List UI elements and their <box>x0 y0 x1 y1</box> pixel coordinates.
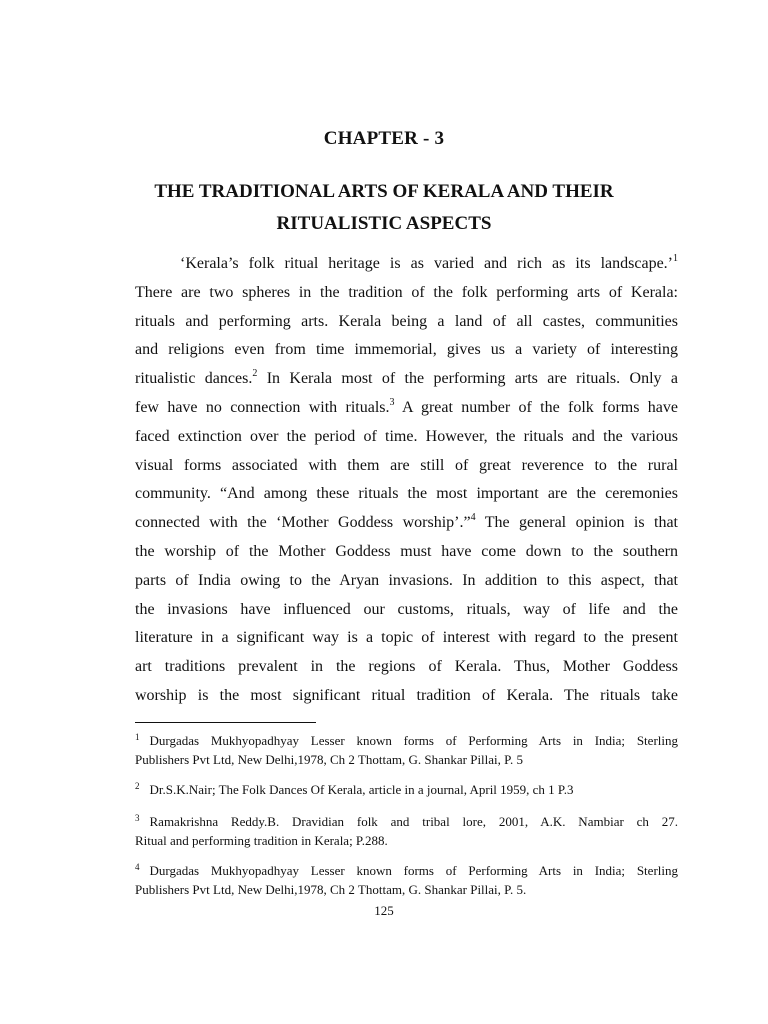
page-number: 125 <box>374 903 394 918</box>
body-line: parts of India owing to the Aryan invasions. In addition to this aspect, that <box>135 571 678 589</box>
body-line <box>135 509 678 538</box>
body-line <box>135 250 678 279</box>
footnote-1 <box>135 732 678 768</box>
body-line <box>135 394 678 423</box>
footnote-text: Dr.S.K.Nair; The Folk Dances Of Kerala, article in a journal, April 1959, ch 1 P.3 <box>149 782 574 797</box>
footnote-line: Ritual and performing tradition in Kerala; P.288. <box>135 833 388 848</box>
chapter-heading: CHAPTER - 3 <box>323 128 445 149</box>
footnote-ref: 3 <box>389 396 395 408</box>
chapter-title-line: THE TRADITIONAL ARTS OF KERALA AND THEIR <box>154 181 614 202</box>
body-line: worship is the most significant ritual tradition of Kerala. The rituals take <box>135 686 678 704</box>
footnote-2 <box>135 781 678 800</box>
body-line: the worship of the Mother Goddess must have come down to the southern <box>135 542 678 560</box>
body-line: and religions even from time immemorial, gives us a variety of interesting <box>135 341 678 359</box>
footnote-number: 2 <box>135 781 140 791</box>
chapter-title-line: RITUALISTIC ASPECTS <box>276 213 492 234</box>
body-text <box>135 250 678 711</box>
footnote-number: 1 <box>135 732 140 742</box>
footnote-line: Publishers Pvt Ltd, New Delhi,1978, Ch 2 Thottam, G. Shankar Pillai, P. 5. <box>135 882 527 897</box>
footnote-text: Ramakrishna Reddy.B. Dravidian folk and tribal lore, 2001, A.K. Nambiar ch 27. <box>149 814 678 829</box>
footnote-line <box>135 732 678 751</box>
footnote-number: 3 <box>135 813 140 823</box>
footnote-line <box>135 862 678 881</box>
body-text-segment: ‘Kerala’s folk ritual heritage is as varied and rich as its landscape.’ <box>180 255 673 272</box>
body-line: community. “And among these rituals the most important are the ceremonies <box>135 485 678 503</box>
footnote-ref: 2 <box>252 368 258 380</box>
footnote-3 <box>135 813 678 849</box>
body-line: rituals and performing arts. Kerala being a land of all castes, communities <box>135 312 678 330</box>
footnote-text: Durgadas Mukhyopadhyay Lesser known forms of Performing Arts in India; Sterling <box>149 863 678 878</box>
footnote-line: Publishers Pvt Ltd, New Delhi,1978, Ch 2 Thottam, G. Shankar Pillai, P. 5 <box>135 752 523 767</box>
footnote-4 <box>135 862 678 898</box>
body-line: literature in a significant way is a topic of interest with regard to the present <box>135 629 678 647</box>
footnote-line <box>135 781 678 800</box>
body-line: art traditions prevalent in the regions of Kerala. Thus, Mother Goddess <box>135 658 678 676</box>
body-line <box>135 365 678 394</box>
body-line: faced extinction over the period of time. However, the rituals and the various <box>135 427 678 445</box>
chapter-title <box>0 176 768 240</box>
footnote-line <box>135 813 678 832</box>
body-line: the invasions have influenced our customs, rituals, way of life and the <box>135 600 678 618</box>
footnote-ref: 1 <box>673 253 678 264</box>
body-text-segment: ritualistic dances. <box>135 370 253 388</box>
footnote-number: 4 <box>135 862 140 872</box>
body-text-segment: In Kerala most of the performing arts are rituals. Only a <box>257 370 678 388</box>
body-text-segment: few have no connection with rituals. <box>135 398 390 416</box>
footnote-ref: 4 <box>470 512 476 524</box>
body-text-segment: The general opinion is that <box>475 514 679 532</box>
body-text-segment: A great number of the folk forms have <box>394 398 678 416</box>
body-line: There are two spheres in the tradition of the folk performing arts of Kerala: <box>135 283 678 301</box>
body-line: visual forms associated with them are still of great reverence to the rural <box>135 456 678 474</box>
footnote-text: Durgadas Mukhyopadhyay Lesser known forms of Performing Arts in India; Sterling <box>149 733 678 748</box>
body-text-segment: connected with the ‘Mother Goddess worship’.” <box>135 514 471 532</box>
footnote-separator <box>135 722 316 723</box>
